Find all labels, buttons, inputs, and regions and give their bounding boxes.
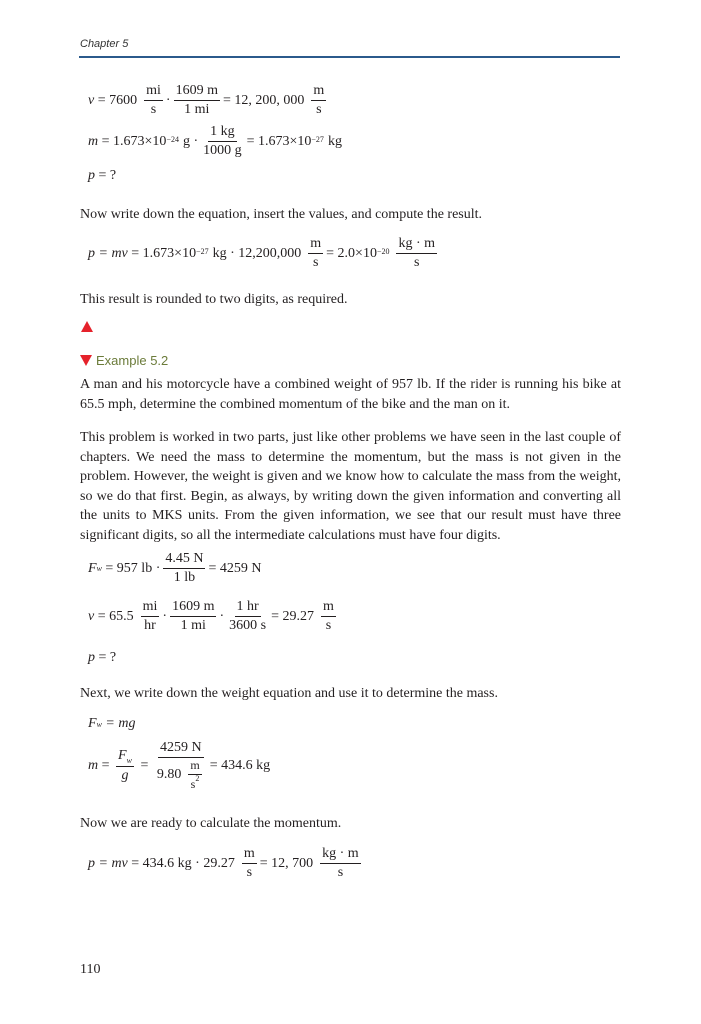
equation-velocity-1: v = 7600 $\frac{mi}{s}$ · $\frac{1609 m}{1 mi}$ = 12, 200, 000 $\frac{m}{s}$ <box>88 83 325 118</box>
fraction: $\frac{m}{s}$ <box>313 83 325 118</box>
eq-var: v <box>88 92 95 108</box>
eq-value: 7600 <box>109 92 138 108</box>
equation-velocity-2: v = 65.5 $\frac{mi}{hr}$ · $\frac{1609 m}{1 mi}$ · $\frac{1 hr}{3600 s}$ = 29.27 $\frac{m}{s}$ <box>88 599 334 634</box>
fraction: $\frac{4.45 N}{1 lb}$ <box>165 551 204 586</box>
chapter-header: Chapter 5 <box>80 38 129 50</box>
fraction: $\frac{1 hr}{3600 s}$ <box>229 599 267 634</box>
triangle-down-icon <box>80 355 92 366</box>
equation-weight-formula: F w = mg <box>88 716 136 731</box>
header-rule <box>79 56 620 58</box>
equation-mass-2: m = $\frac{F_w}{g}$ = 4259 N 9.80 $\frac{m}{s^2}$ = 434.6 kg <box>88 740 271 791</box>
equation-momentum-2: p = mv = 434.6 kg · 29.27 $\frac{m}{s}$ = 12, 700 $\frac{kg \cdot m}{s}$ <box>88 846 359 881</box>
paragraph: A man and his motorcycle have a combined weight of 957 lb. If the rider is running his bike at 65.5 mph, determine the combined momentum of the bike and the man on it. <box>80 377 621 412</box>
fraction: 4259 N 9.80 $\frac{m}{s^2}$ <box>156 740 202 791</box>
fraction: $\frac{1 kg}{1000 g}$ <box>203 124 242 159</box>
fraction: $\frac{m}{s}$ <box>310 236 322 271</box>
fraction: $\frac{1609 m}{1 mi}$ <box>175 83 218 118</box>
page-number: 110 <box>80 962 101 977</box>
paragraph: This result is rounded to two digits, as required. <box>80 292 348 307</box>
eq-sign: = <box>94 92 110 108</box>
equation-momentum-1: p = mv = 1.673×10 $^{-27}$ kg · 12,200,000 $\frac{m}{s}$ = 2.0×10 $^{-20}$ $\frac{kg \cdot m}{s}$ <box>88 236 436 271</box>
paragraph: Now write down the equation, insert the values, and compute the result. <box>80 207 483 222</box>
fraction: $\frac{1609 m}{1 mi}$ <box>172 599 215 634</box>
paragraph: Now we are ready to calculate the momentum. <box>80 816 342 831</box>
fraction: $\frac{m}{s}$ <box>243 846 255 881</box>
equation-mass-1: m = 1.673×10 $^{-24}$ g · $\frac{1 kg}{1000 g}$ = 1.673×10 $^{-27}$ kg <box>88 124 342 159</box>
fraction: $\frac{kg \cdot m}{s}$ <box>322 846 359 881</box>
equation-weight: F w = 957 lb · $\frac{4.45 N}{1 lb}$ = 4259 N <box>88 551 262 586</box>
example-title: Example 5.2 <box>96 353 169 368</box>
fraction: $\frac{kg \cdot m}{s}$ <box>398 236 436 271</box>
paragraph: Next, we write down the weight equation and use it to determine the mass. <box>80 686 498 701</box>
paragraph: This problem is worked in two parts, just like other problems we have seen in the last couple of chapters. We need the mass to determine the momentum, but the mass is not given in the problem. However, the weight is given and we know how to calculate the mass from the weight, so we do that first. Begin, as always, by writing down the given information and converting all the units to MKS units. From the given information, we see that our result must have three significant digits, so all the intermediate calculations must have four digits. <box>80 430 621 543</box>
example-heading <box>80 353 168 368</box>
fraction: $\frac{m}{s}$ <box>323 599 334 634</box>
fraction: $\frac{F_w}{g}$ <box>118 747 132 783</box>
equation-p-unknown-2: p = ? <box>88 650 117 665</box>
equation-p-unknown-1: p = ? <box>88 168 117 183</box>
fraction: $\frac{mi}{s}$ <box>146 83 161 118</box>
triangle-up-icon <box>81 321 93 332</box>
fraction: $\frac{mi}{hr}$ <box>142 599 158 634</box>
